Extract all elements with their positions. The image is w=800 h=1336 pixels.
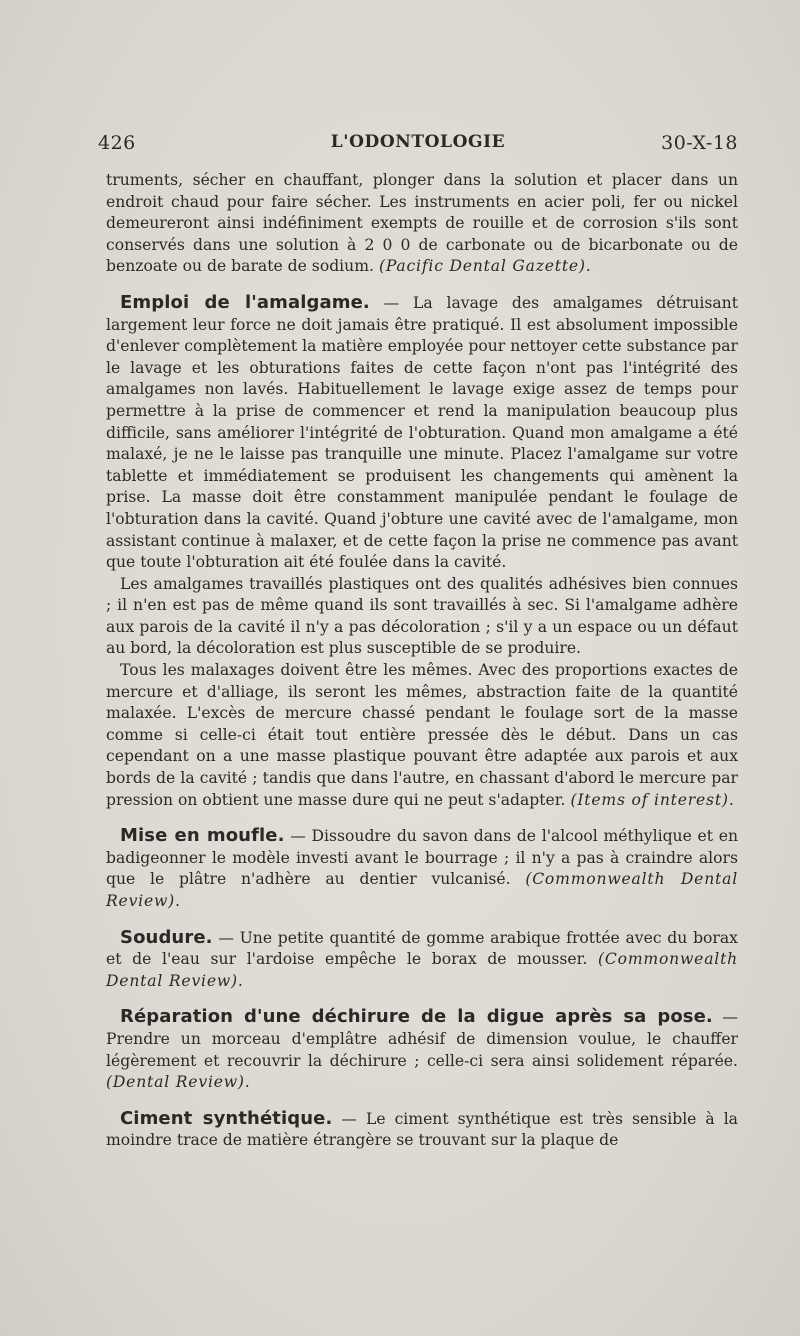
article-body <box>106 170 738 1152</box>
section-ciment-synthetique: Ciment synthétique. — Le ciment synthétique est très sensible à la moindre trace de matière étrangère se trouvant sur la plaque de <box>106 1107 738 1150</box>
issue-date: 30-X-18 <box>661 132 738 154</box>
section-title: Ciment synthétique. <box>120 1107 333 1129</box>
section-amalgame: Emploi de l'amalgame. — La lavage des amalgames détruisant largement leur force ne doit jamais être pratiqué. Il est absolument impossible d'enlever complètement la matière employée pour nettoyer cette substance par le lavage et les obturations faites de cette façon n'ont pas l'intégrité des amalgames non lavés. Habituellement le lavage exige assez de temps pour permettre à la prise de commencer et rend la manipulation beaucoup plus difficile, sans améliorer l'intégrité de l'obturation. Quand mon amalgame a été malaxé, je ne le laisse pas tranquille une minute. Placez l'amalgame sur votre tablette et immédiatement se produisent les changements qui amènent la prise. La masse doit être constamment manipulée pendant le foulage de l'obturation dans la cavité. Quand j'obture une cavité avec de l'amalgame, mon assistant continue à malaxer, et de cette façon la prise ne commence pas avant que toute l'obturation ait été foulée dans la cavité. <box>106 291 738 572</box>
section-title: Emploi de l'amalgame. <box>120 291 370 313</box>
source-citation: (Items of interest). <box>570 790 735 809</box>
section-title: Soudure. <box>120 926 213 948</box>
source-citation: (Dental Review). <box>106 1073 251 1092</box>
page-number: 426 <box>98 132 136 154</box>
source-citation: (Commonwealth Dental Review). <box>106 950 738 990</box>
running-header <box>98 132 738 162</box>
paragraph-continuation: truments, sécher en chauffant, plonger dans la solution et placer dans un endroit chaud pour faire sécher. Les instruments en acier poli, fer ou nickel demeureront ainsi indéfiniment exempts de rouille et de corrosion s'ils sont conservés dans une solution à 2 0 0 de carbonate ou de bicarbonate ou de benzoate ou de barate de sodium. (Pacific Dental Gazette). <box>106 171 738 276</box>
journal-title: L'ODONTOLOGIE <box>330 132 506 152</box>
source-citation: (Pacific Dental Gazette). <box>378 257 592 276</box>
section-title: Mise en moufle. <box>120 825 285 847</box>
paragraph: Tous les malaxages doivent être les mêmes. Avec des proportions exactes de mercure et d'alliage, ils seront les mêmes, abstraction faite de la quantité malaxée. L'excès de mercure chassé pendant le foulage sort de la masse comme si celle-ci était tout entière pressée dès le début. Dans un cas cependant on a une masse plastique pouvant être adaptée aux parois et aux bords de la cavité ; tandis que dans l'autre, en chassant d'abord le mercure par pression on obtient une masse dure qui ne peut s'adapter. (Items of interest). <box>106 661 738 809</box>
paragraph: Les amalgames travaillés plastiques ont des qualités adhésives bien connues ; il n'en est pas de même quand ils sont travaillés à sec. Si l'amalgame adhère aux parois de la cavité il n'y a pas décoloration ; s'il y a un espace ou un défaut au bord, la décoloration est plus susceptible de se produire. <box>106 574 738 658</box>
section-reparation-digue: Réparation d'une déchirure de la digue après sa pose. — Prendre un morceau d'emplâtre adhésif de dimension voulue, le chauffer légèrement et recouvrir la déchirure ; celle-ci sera ainsi solidement réparée. (Dental Review). <box>106 1006 738 1092</box>
section-mise-en-moufle: Mise en moufle. — Dissoudre du savon dans de l'alcool méthylique et en badigeonner le modèle investi avant le bourrage ; il n'y a pas à craindre alors que le plâtre n'adhère au dentier vulcanisé. (Commonwealth Dental Review). <box>106 825 738 910</box>
section-title: Réparation d'une déchirure de la digue après sa pose. <box>120 1006 713 1028</box>
source-citation: (Commonwealth Dental Review). <box>106 870 738 910</box>
section-soudure: Soudure. — Une petite quantité de gomme arabique frottée avec du borax et de l'eau sur l'ardoise empêche le borax de mousser. (Commonwealth Dental Review). <box>106 926 738 990</box>
